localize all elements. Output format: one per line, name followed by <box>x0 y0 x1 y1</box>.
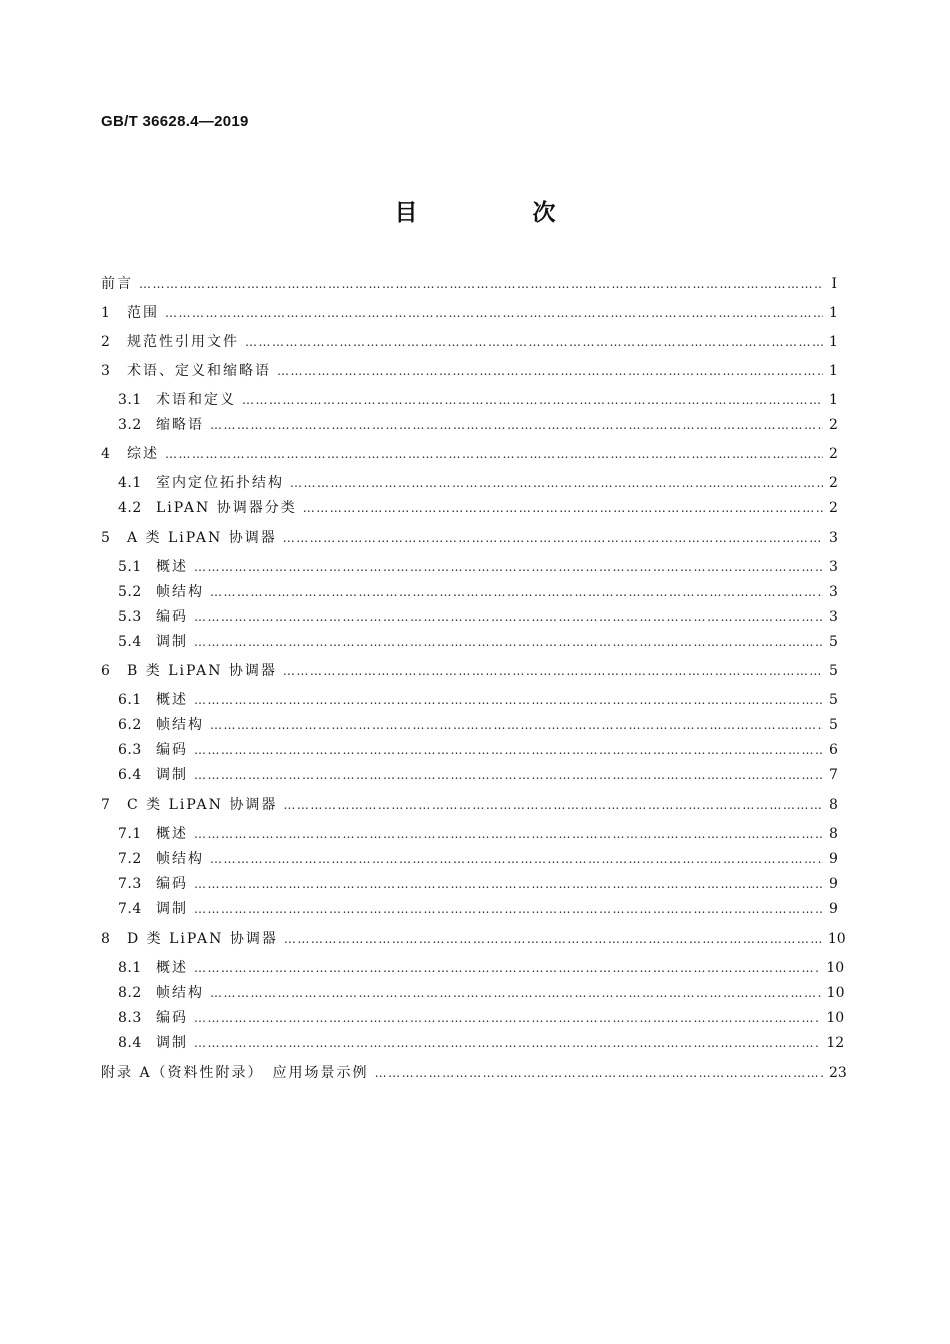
toc-entry-title: D 类 LiPAN 协调器 <box>127 931 278 947</box>
toc-entry-page: 1 <box>829 334 838 350</box>
page-title: 目 次 <box>394 199 602 226</box>
toc-entry-title: 缩略语 <box>156 417 204 433</box>
toc-dot-leader <box>290 472 823 494</box>
toc-entry-page: 12 <box>826 1035 845 1051</box>
toc-entry-number: 8.3 <box>118 1010 142 1026</box>
toc-entry-number: 3 <box>101 363 111 379</box>
toc-entry-title: LiPAN 协调器分类 <box>156 500 297 516</box>
toc-entry-page: 2 <box>829 500 838 516</box>
toc-dot-leader <box>194 739 823 761</box>
toc-entry-title: 范围 <box>127 305 159 321</box>
toc-entry-number: 8 <box>101 931 111 947</box>
toc-dot-leader <box>165 443 823 465</box>
toc-dot-leader <box>194 764 823 786</box>
toc-entry[interactable] <box>118 472 837 494</box>
toc-entry-number: 8.4 <box>118 1035 142 1051</box>
toc-entry[interactable] <box>101 302 837 324</box>
toc-dot-leader <box>139 273 823 295</box>
toc-entry-number: 5.4 <box>118 634 142 650</box>
toc-dot-leader <box>210 982 821 1004</box>
toc-entry-title: 调制 <box>156 1035 188 1051</box>
toc-dot-leader <box>194 898 823 920</box>
toc-entry-number: 5.2 <box>118 584 142 600</box>
toc-entry[interactable] <box>101 360 837 382</box>
toc-entry-number: 6.4 <box>118 767 142 783</box>
toc-entry-page: 8 <box>829 826 838 842</box>
toc-entry-page: 7 <box>829 767 838 783</box>
toc-dot-leader <box>242 389 823 411</box>
toc-entry-title: B 类 LiPAN 协调器 <box>127 663 277 679</box>
toc-entry-title: 概述 <box>156 692 188 708</box>
toc-entry-title: 术语、定义和缩略语 <box>127 363 271 379</box>
toc-entry[interactable] <box>118 957 845 979</box>
toc-entry-number: 6 <box>101 663 111 679</box>
toc-entry-number: 5.3 <box>118 609 142 625</box>
toc-entry-page: 9 <box>829 851 838 867</box>
toc-entry[interactable] <box>101 928 846 950</box>
toc-dot-leader <box>165 302 823 324</box>
toc-entry-title: 室内定位拓扑结构 <box>156 475 284 491</box>
toc-entry-title: 调制 <box>156 901 188 917</box>
toc-dot-leader <box>210 414 823 436</box>
toc-entry[interactable] <box>101 660 837 682</box>
toc-entry-page: Ⅰ <box>831 276 837 292</box>
toc-entry-page: 1 <box>829 363 838 379</box>
toc-dot-leader <box>194 823 823 845</box>
toc-entry-page: 3 <box>829 584 838 600</box>
standard-code: GB/T 36628.4—2019 <box>101 113 249 130</box>
toc-entry-title: 帧结构 <box>156 717 204 733</box>
toc-entry-title: 编码 <box>156 742 188 758</box>
toc-entry[interactable] <box>118 497 837 519</box>
toc-dot-leader <box>284 928 822 950</box>
toc-entry-title: 概述 <box>156 960 188 976</box>
toc-entry-page: 1 <box>829 305 838 321</box>
toc-entry[interactable] <box>118 898 837 920</box>
toc-entry-title: 规范性引用文件 <box>127 334 239 350</box>
toc-entry[interactable] <box>101 794 837 816</box>
toc-entry-page: 10 <box>826 1010 845 1026</box>
toc-dot-leader <box>194 1007 820 1029</box>
toc-entry-title: 帧结构 <box>156 851 204 867</box>
toc-entry-title: 编码 <box>156 876 188 892</box>
toc-entry[interactable] <box>101 1062 847 1084</box>
toc-entry[interactable] <box>118 982 845 1004</box>
toc-entry-title: 调制 <box>156 767 188 783</box>
toc-entry-page: 9 <box>829 876 838 892</box>
toc-entry[interactable] <box>118 606 837 628</box>
toc-entry-page: 5 <box>829 717 838 733</box>
toc-entry-number: 7.4 <box>118 901 142 917</box>
toc-entry-number: 5 <box>101 530 111 546</box>
toc-dot-leader <box>194 1032 820 1054</box>
toc-entry-page: 8 <box>829 797 838 813</box>
toc-entry[interactable] <box>118 1032 845 1054</box>
toc-entry[interactable] <box>118 556 837 578</box>
toc-entry-page: 6 <box>829 742 838 758</box>
toc-entry-number: 3.1 <box>118 392 142 408</box>
toc-entry[interactable] <box>118 764 837 786</box>
toc-entry[interactable] <box>118 389 837 411</box>
toc-dot-leader <box>283 660 823 682</box>
toc-dot-leader <box>283 794 823 816</box>
toc-entry-title: 综述 <box>127 446 159 462</box>
toc-dot-leader <box>210 581 823 603</box>
toc-entry-title: A 类 LiPAN 协调器 <box>127 530 277 546</box>
toc-entry[interactable] <box>101 331 837 353</box>
toc-entry[interactable] <box>101 443 837 465</box>
toc-entry-page: 2 <box>829 446 838 462</box>
toc-entry-page: 3 <box>829 559 838 575</box>
toc-entry-title: 帧结构 <box>156 584 204 600</box>
toc-entry-number: 7.3 <box>118 876 142 892</box>
toc-entry-page: 23 <box>829 1065 847 1081</box>
toc-entry-title: C 类 LiPAN 协调器 <box>127 797 278 813</box>
toc-entry[interactable] <box>118 873 837 895</box>
toc-dot-leader <box>283 527 823 549</box>
toc-entry[interactable] <box>118 1007 845 1029</box>
toc-dot-leader <box>194 957 820 979</box>
toc-entry[interactable] <box>118 631 837 653</box>
toc-entry-page: 1 <box>829 392 838 408</box>
toc-entry[interactable] <box>118 848 837 870</box>
toc-entry-title: 调制 <box>156 634 188 650</box>
toc-entry[interactable] <box>118 823 837 845</box>
toc-entry-number: 7.2 <box>118 851 142 867</box>
toc-entry-page: 5 <box>829 663 838 679</box>
toc-dot-leader <box>194 631 823 653</box>
toc-entry-number: 8.2 <box>118 985 142 1001</box>
toc-entry-number: 4 <box>101 446 111 462</box>
toc-entry-title: 概述 <box>156 559 188 575</box>
toc-entry-number: 7.1 <box>118 826 142 842</box>
toc-entry-page: 10 <box>826 985 845 1001</box>
toc-entry-number: 7 <box>101 797 111 813</box>
toc-dot-leader <box>194 873 823 895</box>
toc-dot-leader <box>303 497 823 519</box>
toc-entry-number: 6.2 <box>118 717 142 733</box>
toc-entry-title: 帧结构 <box>156 985 204 1001</box>
toc-entry-number: 5.1 <box>118 559 142 575</box>
toc-entry-title: 术语和定义 <box>156 392 236 408</box>
toc-dot-leader <box>277 360 823 382</box>
toc-entry[interactable] <box>118 714 837 736</box>
toc-dot-leader <box>194 606 823 628</box>
toc-entry[interactable] <box>118 689 837 711</box>
toc-entry-page: 10 <box>826 960 845 976</box>
toc-entry-number: 6.1 <box>118 692 142 708</box>
toc-entry-number: 3.2 <box>118 417 142 433</box>
toc-entry-page: 2 <box>829 417 838 433</box>
toc-entry[interactable] <box>118 414 837 436</box>
toc-entry[interactable] <box>101 273 837 295</box>
toc-dot-leader <box>375 1062 823 1084</box>
toc-entry-page: 5 <box>829 634 838 650</box>
toc-entry-page: 2 <box>829 475 838 491</box>
toc-entry-title: 编码 <box>156 1010 188 1026</box>
toc-dot-leader <box>210 848 823 870</box>
toc-entry-page: 5 <box>829 692 838 708</box>
toc-entry-title: 附录 A（资料性附录） 应用场景示例 <box>101 1065 369 1081</box>
toc-entry-page: 9 <box>829 901 838 917</box>
toc-entry-number: 2 <box>101 334 111 350</box>
toc-entry-title: 编码 <box>156 609 188 625</box>
toc-entry[interactable] <box>101 527 837 549</box>
toc-entry-title: 前言 <box>101 276 133 292</box>
toc-entry-page: 3 <box>829 609 838 625</box>
toc-entry-number: 1 <box>101 305 111 321</box>
toc-entry-number: 4.1 <box>118 475 142 491</box>
toc-dot-leader <box>194 556 823 578</box>
toc-entry[interactable] <box>118 581 837 603</box>
toc-entry-number: 6.3 <box>118 742 142 758</box>
toc-entry-number: 8.1 <box>118 960 142 976</box>
toc-entry[interactable] <box>118 739 837 761</box>
toc-dot-leader <box>210 714 823 736</box>
toc-dot-leader <box>194 689 823 711</box>
toc-entry-number: 4.2 <box>118 500 142 516</box>
toc-entry-title: 概述 <box>156 826 188 842</box>
toc-entry-page: 10 <box>827 931 846 947</box>
toc-dot-leader <box>245 331 823 353</box>
toc-entry-page: 3 <box>829 530 838 546</box>
